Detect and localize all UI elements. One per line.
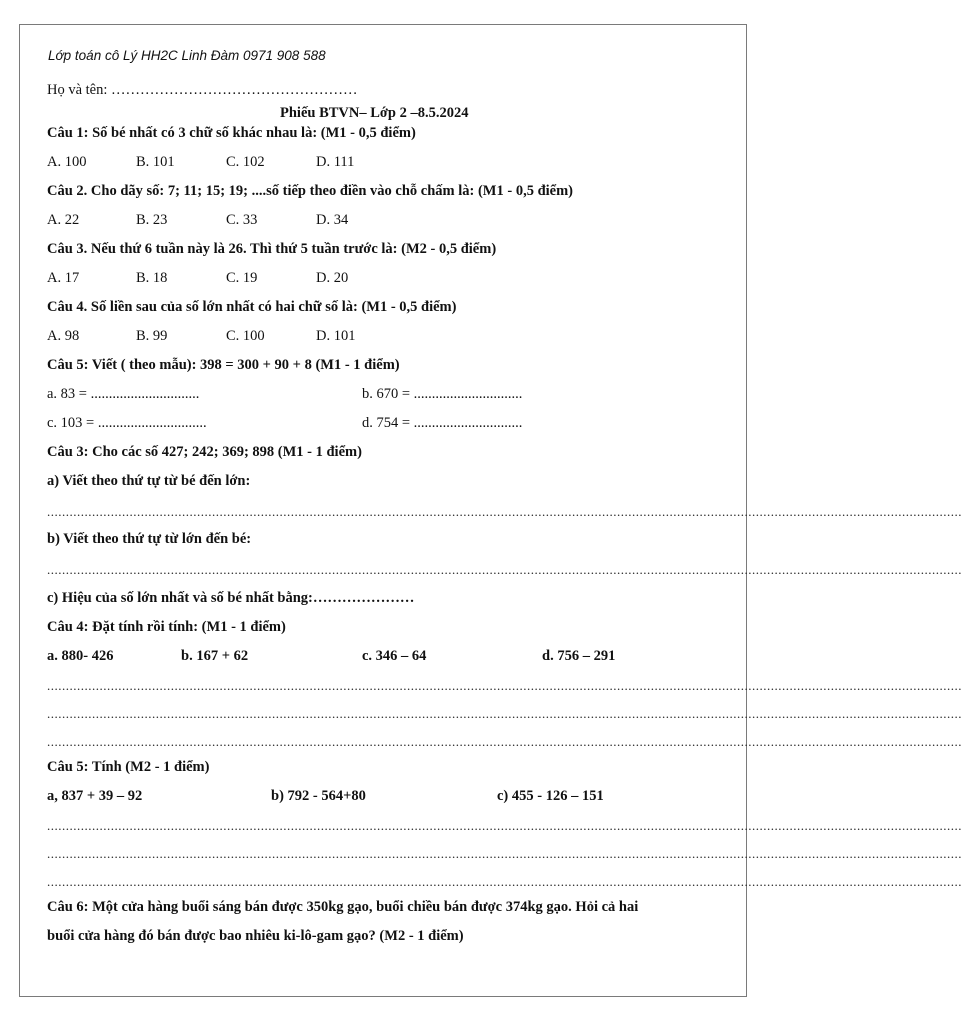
q3-option-b: B. 18 [136,270,168,286]
q4-option-b: B. 99 [136,328,168,344]
q4-option-a: A. 98 [47,328,80,344]
question-5-stem: Câu 5: Viết ( theo mẫu): 398 = 300 + 90 + 8 (M1 - 1 điểm) [47,357,400,373]
q6-part-c: c) Hiệu của số lớn nhất và số bé nhất bằng:………………… [47,590,415,606]
question-2-stem: Câu 2. Cho dãy số: 7; 11; 15; 19; ....số tiếp theo điền vào chỗ chấm là: (M1 - 0,5 điểm) [47,183,574,199]
q2-option-d: D. 34 [316,212,349,228]
q1-option-b: B. 101 [136,154,175,170]
question-4-stem: Câu 4. Số liền sau của số lớn nhất có hai chữ số là: (M1 - 0,5 điểm) [47,299,457,315]
q7-item-d: d. 756 – 291 [542,648,616,664]
question-1-stem: Câu 1: Số bé nhất có 3 chữ số khác nhau là: (M1 - 0,5 điểm) [47,125,416,141]
q8-item-a: a, 837 + 39 – 92 [47,788,143,804]
header-text: Lớp toán cô Lý HH2C Linh Đàm 0971 908 588 [48,48,326,63]
q5-item-a: a. 83 = .............................. [47,386,200,402]
q2-option-b: B. 23 [136,212,168,228]
q3-option-c: C. 19 [226,270,258,286]
question-7-stem: Câu 4: Đặt tính rồi tính: (M1 - 1 điểm) [47,619,286,635]
name-line: Họ và tên: …………………………………………… [47,82,358,98]
q7-item-b: b. 167 + 62 [181,648,249,664]
q3-option-d: D. 20 [316,270,349,286]
q4-option-c: C. 100 [226,328,265,344]
answer-line: .................................................................................................................................................................................................................................................... [47,504,962,519]
q8-item-c: c) 455 - 126 – 151 [497,788,604,804]
answer-line: .................................................................................................................................................................................................................................................... [47,734,962,749]
q5-item-b: b. 670 = .............................. [362,386,523,402]
q7-item-a: a. 880- 426 [47,648,114,664]
question-3-stem: Câu 3. Nếu thứ 6 tuần này là 26. Thì thứ 5 tuần trước là: (M2 - 0,5 điểm) [47,241,497,257]
q1-option-d: D. 111 [316,154,355,170]
answer-line: .................................................................................................................................................................................................................................................... [47,846,962,861]
worksheet-title: Phiếu BTVN– Lớp 2 –8.5.2024 [280,105,469,121]
question-8-stem: Câu 5: Tính (M2 - 1 điểm) [47,759,210,775]
answer-line: .................................................................................................................................................................................................................................................... [47,706,962,721]
q1-option-a: A. 100 [47,154,87,170]
question-6-stem: Câu 3: Cho các số 427; 242; 369; 898 (M1 - 1 điểm) [47,444,362,460]
q2-option-c: C. 33 [226,212,258,228]
question-9-line-1: Câu 6: Một cửa hàng buổi sáng bán được 350kg gạo, buổi chiều bán được 374kg gạo. Hỏi cả hai [47,899,639,915]
question-9-line-2: buổi cửa hàng đó bán được bao nhiêu ki-lô-gam gạo? (M2 - 1 điểm) [47,928,464,944]
q1-option-c: C. 102 [226,154,265,170]
answer-line: .................................................................................................................................................................................................................................................... [47,874,962,889]
q8-item-b: b) 792 - 564+80 [271,788,366,804]
q3-option-a: A. 17 [47,270,80,286]
q4-option-d: D. 101 [316,328,356,344]
q5-item-d: d. 754 = .............................. [362,415,523,431]
q7-item-c: c. 346 – 64 [362,648,427,664]
q5-item-c: c. 103 = .............................. [47,415,207,431]
q6-part-b: b) Viết theo thứ tự từ lớn đến bé: [47,531,252,547]
answer-line: .................................................................................................................................................................................................................................................... [47,562,962,577]
answer-line: .................................................................................................................................................................................................................................................... [47,678,962,693]
answer-line: .................................................................................................................................................................................................................................................... [47,818,962,833]
q6-part-a: a) Viết theo thứ tự từ bé đến lớn: [47,473,251,489]
q2-option-a: A. 22 [47,212,80,228]
